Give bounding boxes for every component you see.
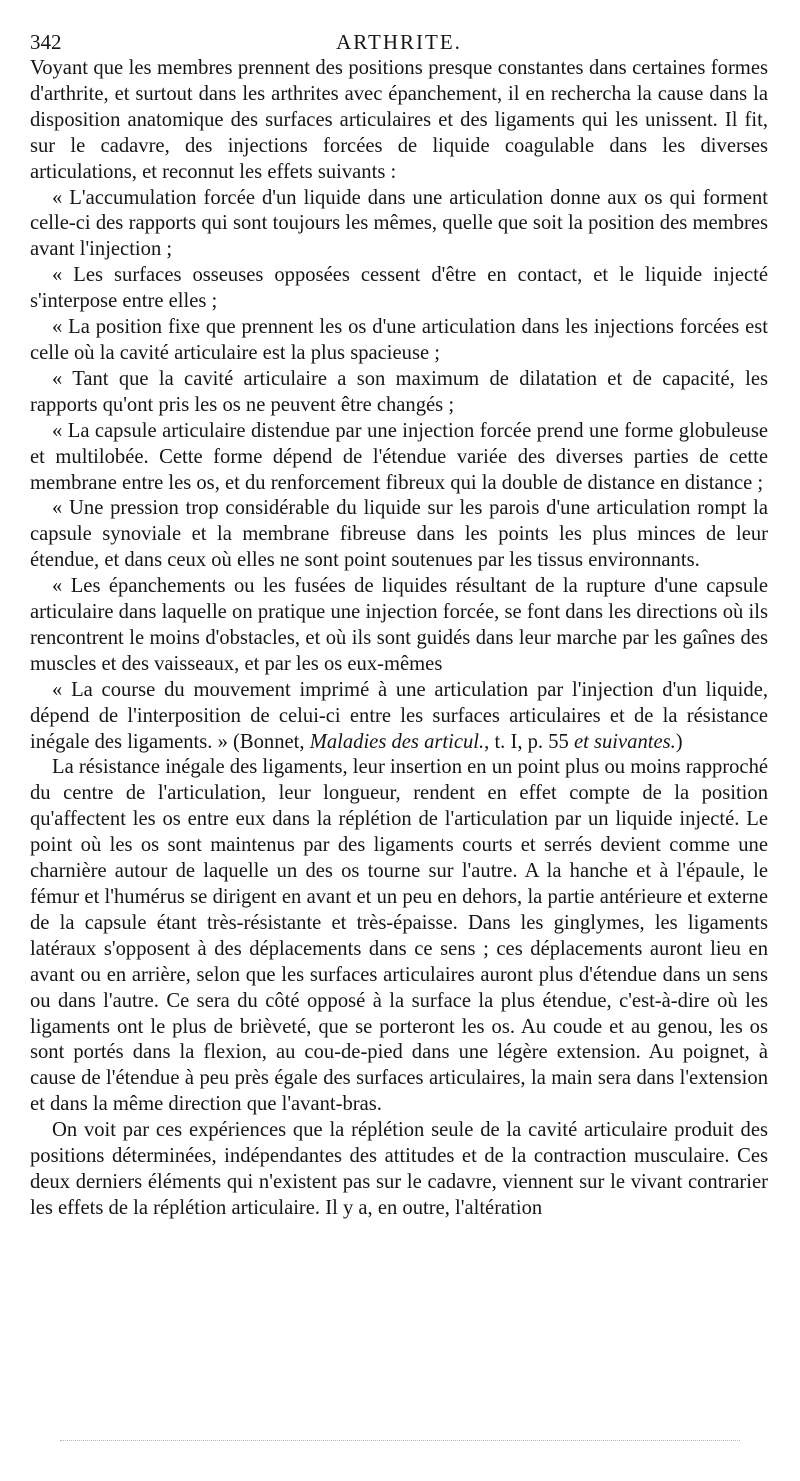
running-head: [30, 28, 768, 56]
quote-paragraph-4: « Tant que la cavité articulaire a son maximum de dilatation et de capacité, les rapports qu'ont pris les os ne peuvent être changés ;: [30, 367, 768, 416]
intro-paragraph: Voyant que les membres prennent des positions presque constantes dans certaines formes d'arthrite, et surtout dans les arthrites avec épanchement, il en rechercha la cause dans la disposition anatomique des surfaces articulaires et des ligaments qui les unissent. Il fit, sur le cadavre, des injections forcées de liquide coagulable dans les diverses articulations, et reconnut les effets suivants :: [30, 57, 768, 183]
running-title: ARTHRITE.: [336, 30, 462, 54]
body-text: [30, 56, 768, 1222]
citation-locator: , t. I, p. 55: [484, 730, 569, 753]
page-bottom-rule: [60, 1440, 740, 1441]
quote-paragraph-5: « La capsule articulaire distendue par une injection forcée prend une forme globuleuse et multilobée. Cette forme dépend de l'étendue variée des diverses parties de cette membrane entre les os, et du renforcement fibreux qui la double de distance en distance ;: [30, 419, 768, 494]
book-page: [30, 28, 768, 1222]
conclusion-paragraph: On voit par ces expériences que la réplétion seule de la cavité articulaire produit des positions déterminées, indépendantes des attitudes et de la contraction musculaire. Ces deux derniers éléments qui n'existent pas sur le cadavre, viennent sur le vivant contrarier les effets de la réplétion articulaire. Il y a, en outre, l'altération: [30, 1119, 768, 1219]
quote-paragraph-6: « Une pression trop considérable du liquide sur les parois d'une articulation rompt la capsule synoviale et la membrane fibreuse dans les points les plus minces de leur étendue, et dans ceux où elles ne sont point soutenues par les tissus environnants.: [30, 497, 768, 572]
quote-paragraph-7: « Les épanchements ou les fusées de liquides résultant de la rupture d'une capsule articulaire dans laquelle on pratique une injection forcée, se font dans les directions où ils rencontrent le moins d'obstacles, et où ils sont guidés dans leur marche par les gaînes des muscles et des vaisseaux, et par les os eux-mêmes: [30, 575, 768, 675]
page-number: 342: [30, 30, 62, 54]
quote-paragraph-2: « Les surfaces osseuses opposées cessent d'être en contact, et le liquide injecté s'interpose entre elles ;: [30, 264, 768, 313]
quote-8-text: « La course du mouvement imprimé à une articulation par l'injection d'un liquide, dépend de l'interposition de celui-ci entre les surfaces articulaires et de la résistance inégale des ligaments. » (Bonnet,: [30, 678, 768, 753]
quote-paragraph-3: « La position fixe que prennent les os d'une articulation dans les injections forcées est celle où la cavité articulaire est la plus spacieuse ;: [30, 316, 768, 364]
quote-paragraph-1: « L'accumulation forcée d'un liquide dans une articulation donne aux os qui forment celle-ci des rapports qui sont toujours les mêmes, quelle que soit la position des membres avant l'injection ;: [30, 186, 768, 261]
citation-work-title: Maladies des articul.: [309, 730, 485, 753]
discussion-paragraph: La résistance inégale des ligaments, leur insertion en un point plus ou moins rapproché du centre de l'articulation, leur longueur, rendent en effet compte de la position qu'affectent les os entre eux dans la réplétion de l'articulation par un liquide injecté. Le point où les os sont maintenus par des ligaments courts et serrés devient comme une charnière autour de laquelle un des os tourne sur l'autre. A la hanche et à l'épaule, le fémur et l'humérus se dirigent en avant et un peu en dehors, la partie antérieure et externe de la capsule étant très-résistante et très-épaisse. Dans les ginglymes, les ligaments latéraux s'opposent à des déplacements dans ce sens ; ces déplacements auront lieu en avant ou en arrière, selon que les surfaces articulaires auront plus d'étendue dans un sens ou dans l'autre. Ce sera du côté opposé à la surface la plus étendue, c'est-à-dire où les ligaments ont le plus de brièveté, que se porteront les os. Au coude et au genou, les os sont portés dans la flexion, au cou-de-pied dans une légère extension. Au poignet, à cause de l'étendue à peu près égale des surfaces articulaires, la main sera dans l'extension et dans la même direction que l'avant-bras.: [30, 756, 769, 1116]
quote-paragraph-8: [30, 678, 768, 756]
citation-suffix: et suivantes.: [573, 730, 676, 753]
citation-closing: ): [675, 730, 683, 753]
